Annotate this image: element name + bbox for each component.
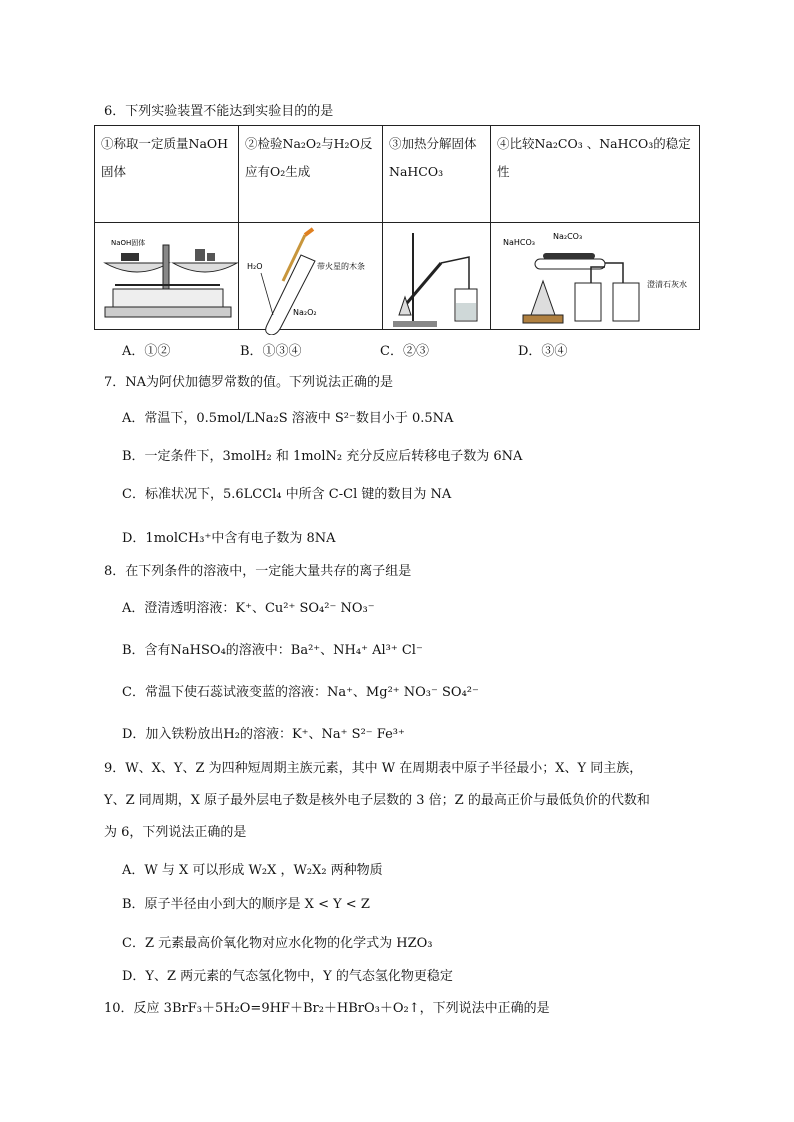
nahco3-label: NaHCO₃ — [503, 238, 535, 247]
na2co3-label: Na₂CO₃ — [553, 232, 583, 241]
q9-option-b[interactable]: B．原子半径由小到大的顺序是 X < Y < Z — [122, 897, 370, 912]
q7-option-b[interactable]: B．一定条件下，3molH₂ 和 1molN₂ 充分反应后转移电子数为 6NA — [122, 449, 523, 464]
q9-stem-line-2: Y、Z 同周期，X 原子最外层电子数是核外电子层数的 3 倍；Z 的最高正价与最低负价的代数和 — [104, 793, 650, 808]
q9-option-c[interactable]: C．Z 元素最高价氧化物对应水化物的化学式为 HZO₃ — [122, 936, 433, 951]
naoh-label: NaOH固体 — [111, 239, 146, 247]
q7-option-a[interactable]: A．常温下，0.5mol/LNa₂S 溶液中 S²⁻数目小于 0.5NA — [122, 411, 454, 426]
h2o-label: H₂O — [247, 262, 263, 271]
choice-d[interactable]: D．③④ — [518, 344, 568, 359]
q6-stem: 6．下列实验装置不能达到实验目的的是 — [104, 104, 334, 119]
q9-stem-line-1: 9．W、X、Y、Z 为四种短周期主族元素，其中 W 在周期表中原子半径最小；X、Y 同主族， — [104, 761, 643, 776]
q9-option-a[interactable]: A．W 与 X 可以形成 W₂X ，W₂X₂ 两种物质 — [122, 863, 383, 878]
q8-option-b[interactable]: B．含有NaHSO₄的溶液中：Ba²⁺、NH₄⁺ Al³⁺ Cl⁻ — [122, 643, 423, 658]
limewater-label: 澄清石灰水 — [647, 280, 687, 289]
q8-option-c[interactable]: C．常温下使石蕊试液变蓝的溶液：Na⁺、Mg²⁺ NO₃⁻ SO₄²⁻ — [122, 685, 479, 700]
na2o2-label: Na₂O₂ — [293, 308, 317, 317]
q7-stem: 7．NA为阿伏加德罗常数的值。下列说法正确的是 — [104, 375, 394, 390]
stick-label: 带火星的木条 — [317, 262, 365, 271]
cell-3: ③加热分解固体NaHCO₃ — [383, 126, 491, 223]
q6-table — [94, 125, 700, 330]
q7-option-d[interactable]: D．1molCH₃⁺中含有电子数为 8NA — [122, 531, 336, 546]
cell-2: ②检验Na₂O₂与H₂O反应有O₂生成 — [239, 126, 383, 223]
balance-figure — [95, 223, 239, 330]
choice-b[interactable]: B．①③④ — [240, 344, 302, 359]
q8-option-a[interactable]: A．澄清透明溶液：K⁺、Cu²⁺ SO₄²⁻ NO₃⁻ — [122, 601, 375, 616]
choice-c[interactable]: C．②③ — [380, 344, 429, 359]
heating-figure — [383, 223, 491, 330]
compare-figure — [491, 223, 700, 330]
cell-1: ①称取一定质量NaOH固体 — [95, 126, 239, 223]
q10-stem: 10．反应 3BrF₃＋5H₂O=9HF＋Br₂＋HBrO₃＋O₂↑，下列说法中正确的是 — [104, 1001, 550, 1016]
q9-stem-line-3: 为 6，下列说法正确的是 — [104, 825, 247, 840]
choice-a[interactable]: A．①② — [122, 344, 171, 359]
q8-option-d[interactable]: D．加入铁粉放出H₂的溶液：K⁺、Na⁺ S²⁻ Fe³⁺ — [122, 727, 405, 742]
q8-stem: 8．在下列条件的溶液中，一定能大量共存的离子组是 — [104, 564, 412, 579]
q9-option-d[interactable]: D．Y、Z 两元素的气态氢化物中，Y 的气态氢化物更稳定 — [122, 969, 453, 984]
cell-4: ④比较Na₂CO₃ 、NaHCO₃的稳定性 — [491, 126, 700, 223]
q7-option-c[interactable]: C．标准状况下，5.6LCCl₄ 中所含 C-Cl 键的数目为 NA — [122, 487, 452, 502]
test-tube-figure — [239, 223, 383, 330]
